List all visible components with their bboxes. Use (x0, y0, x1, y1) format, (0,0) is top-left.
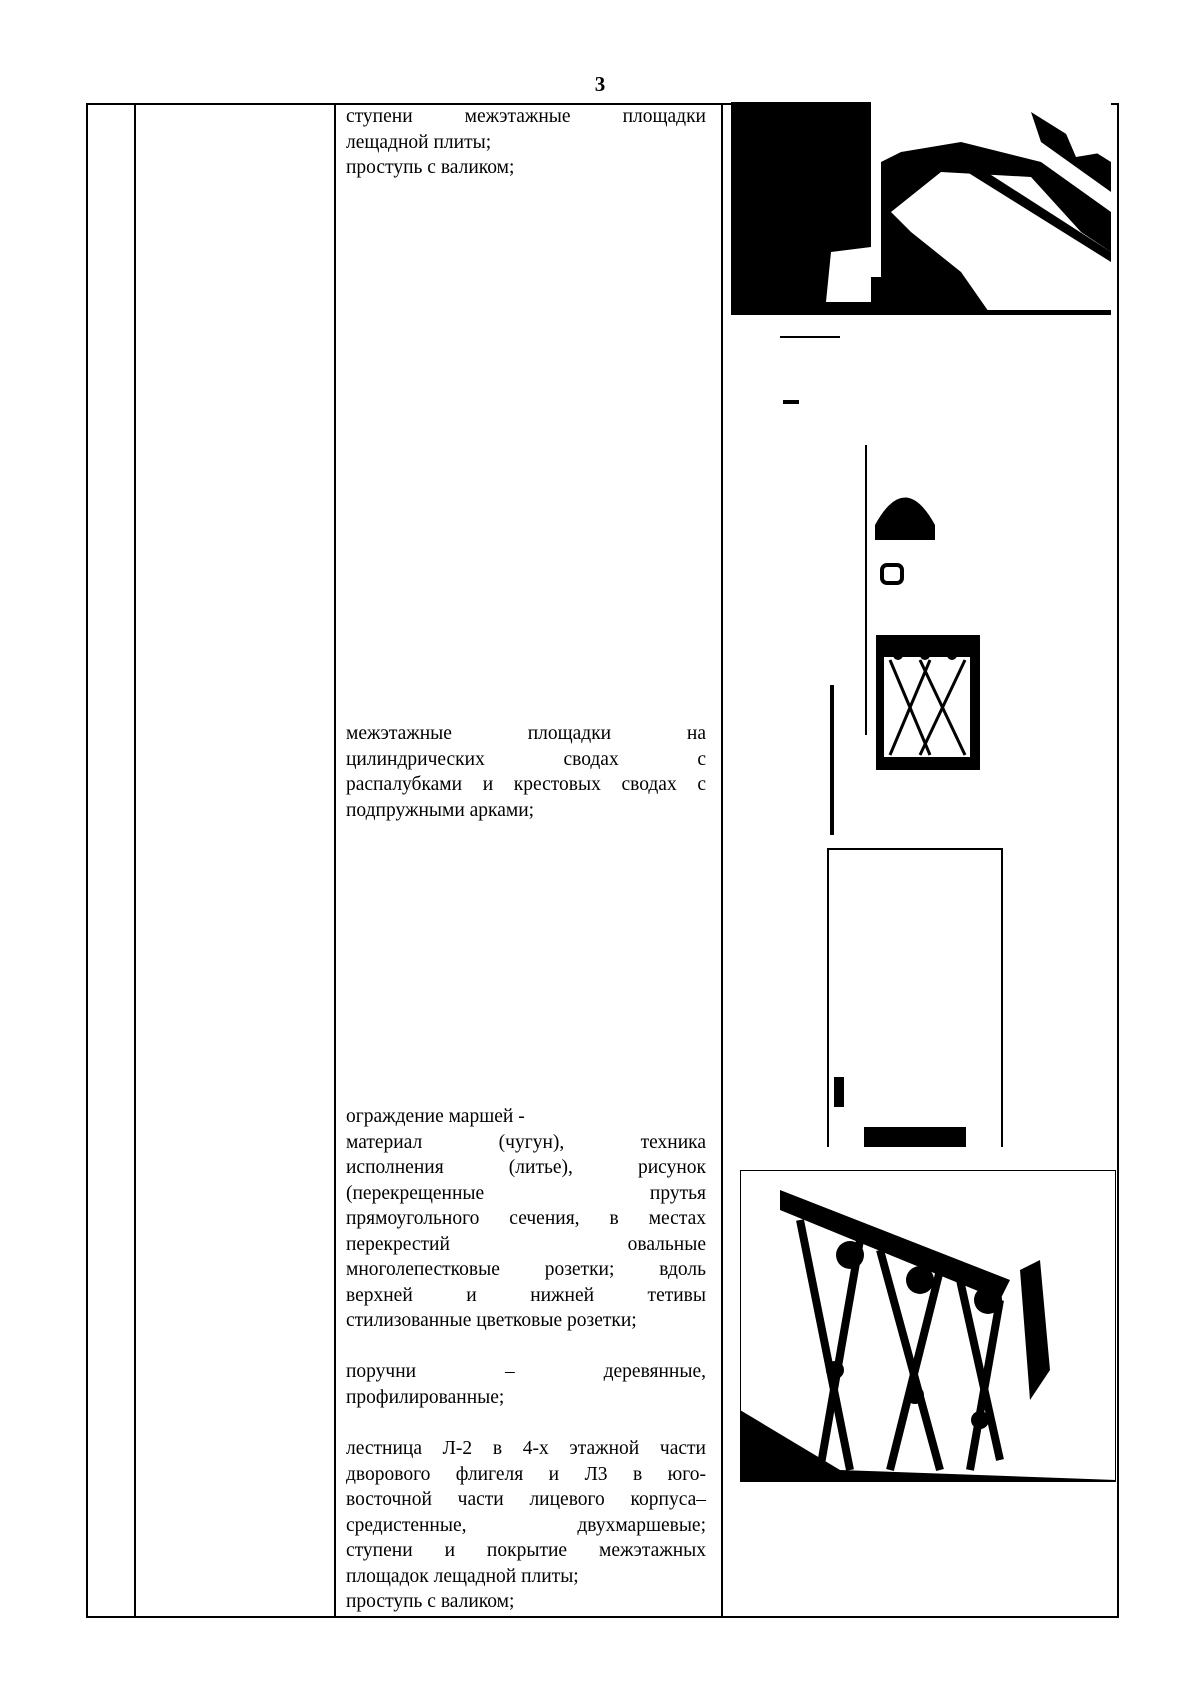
page-number: 3 (594, 72, 606, 96)
column-divider-1 (134, 105, 136, 1616)
text-line: (перекрещенные прутья (346, 1182, 706, 1204)
text-line: лещадной плиты; (346, 131, 492, 153)
text-line: ограждение маршей - (346, 1106, 525, 1127)
text-block-stairs-steps (346, 104, 706, 181)
text-line: лестница Л-2 в 4-х этажной части (346, 1438, 706, 1459)
text-line: восточной части лицевого корпуса– (346, 1489, 706, 1510)
text-block-handrails (346, 1359, 706, 1410)
text-line: прямоугольного сечения, в местах (346, 1208, 706, 1229)
text-line: средистенные, двухмаршевые; (346, 1514, 706, 1536)
text-line: проступь с валиком; (346, 157, 515, 178)
text-line: верхней и нижней тетивы (346, 1284, 706, 1306)
text-line: ступени и покрытие межэтажных (346, 1540, 706, 1561)
text-line: многолепестковые розетки; вдоль (346, 1259, 706, 1280)
text-line: подпружными арками; (346, 799, 535, 821)
text-line: материал (чугун), техника (346, 1131, 706, 1153)
column-divider-2 (334, 105, 336, 1616)
text-line: распалубками и крестовых сводах с (346, 774, 706, 795)
text-line: дворового флигеля и Л3 в юго- (346, 1463, 706, 1485)
photo-staircase-steps (731, 102, 1111, 315)
text-line: ступени межэтажные площадки (346, 106, 706, 127)
photo-landing-arch (780, 325, 1030, 835)
text-line: перекрестий овальные (346, 1233, 706, 1255)
text-line: стилизованные цветковые розетки; (346, 1310, 637, 1331)
text-line: профилированные; (346, 1386, 505, 1408)
text-line: площадок лещадной плиты; (346, 1565, 579, 1587)
text-line: проступь с валиком; (346, 1591, 515, 1612)
photo-cast-iron-railing (740, 1170, 1116, 1482)
text-block-landings (346, 721, 706, 823)
text-line: межэтажные площадки на (346, 723, 706, 744)
text-block-staircase-l2-l3 (346, 1436, 706, 1615)
text-block-railing (346, 1104, 706, 1334)
text-line: поручни – деревянные, (346, 1361, 706, 1382)
text-line: цилиндрических сводах с (346, 748, 706, 770)
photo-vault (826, 847, 1010, 1147)
column-divider-3 (721, 105, 723, 1616)
text-line: исполнения (литье), рисунок (346, 1157, 706, 1178)
